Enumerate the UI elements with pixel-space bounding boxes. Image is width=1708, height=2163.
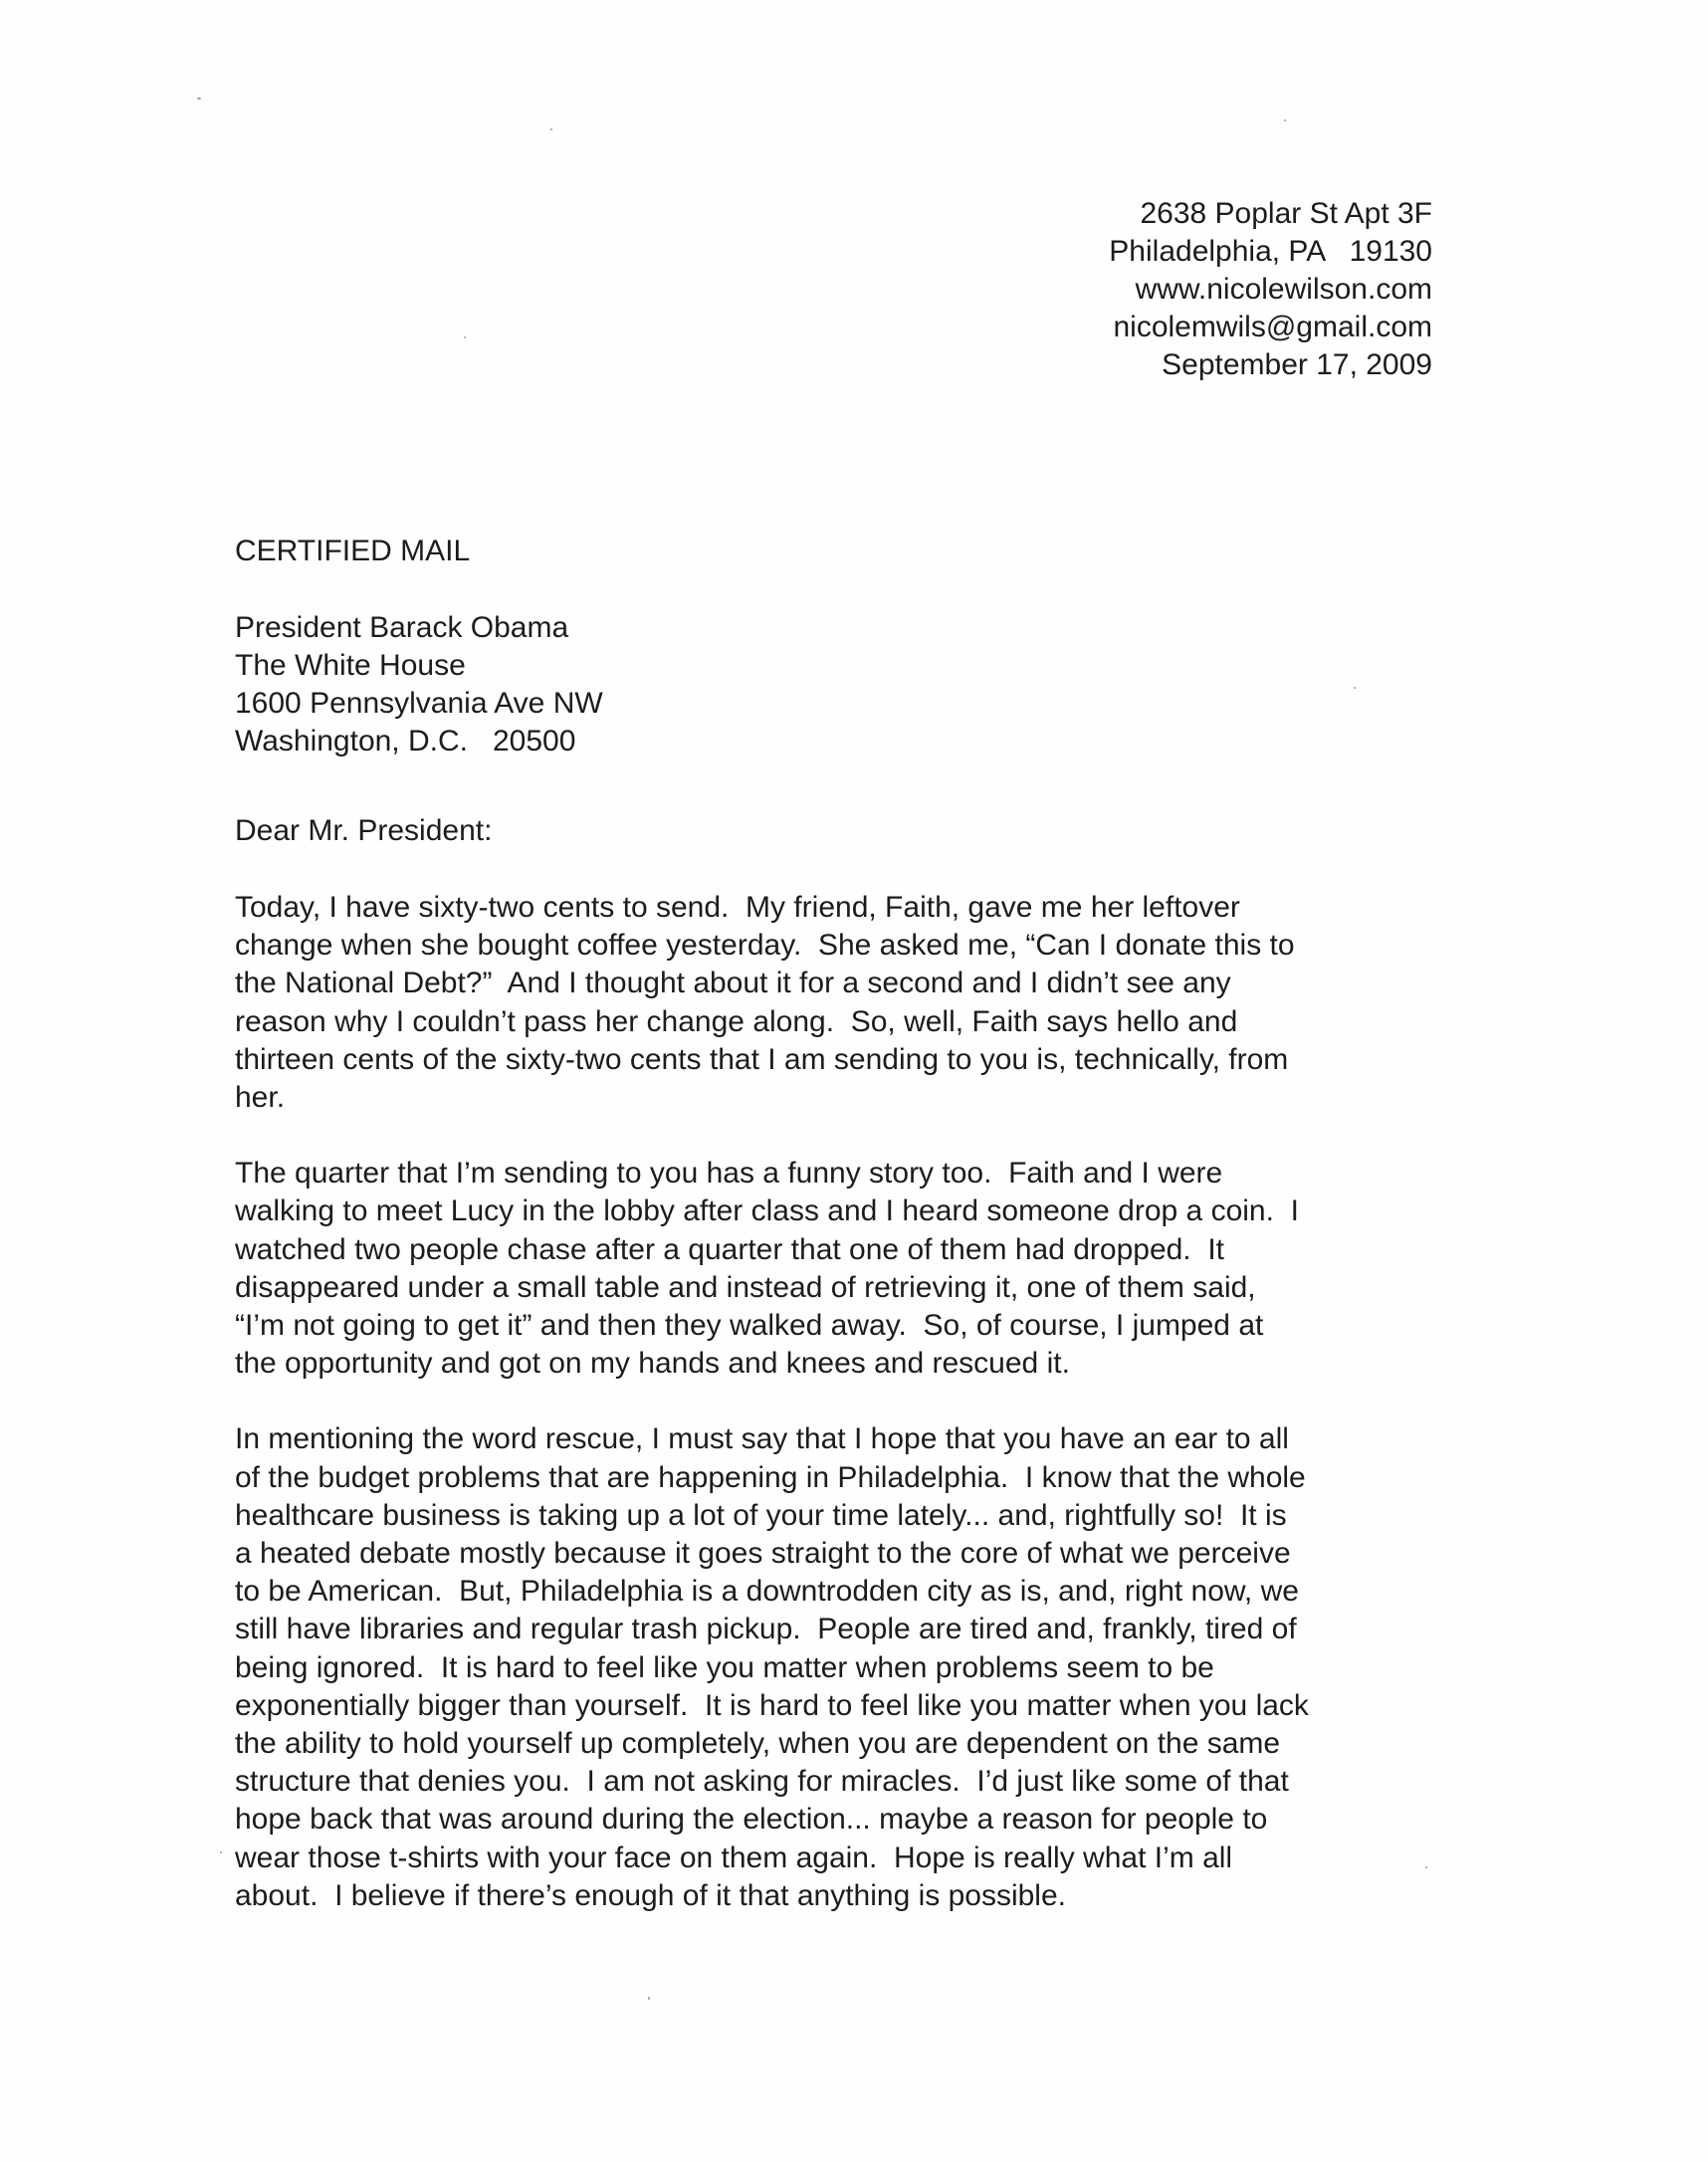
sender-address-block (1109, 195, 1432, 384)
recipient-name: President Barack Obama (235, 611, 569, 644)
body-line: Today, I have sixty-two cents to send. My friend, Faith, gave me her leftover (235, 891, 1240, 924)
body-line: healthcare business is taking up a lot of your time lately... and, rightfully so! It is (235, 1498, 1287, 1532)
body-line: the opportunity and got on my hands and knees and rescued it. (235, 1347, 1070, 1381)
body-line: the ability to hold yourself up completely, when you are dependent on the same (235, 1727, 1281, 1761)
body-line: still have libraries and regular trash pickup. People are tired and, frankly, tired of (235, 1613, 1297, 1646)
letter-date: September 17, 2009 (1162, 348, 1432, 381)
body-line: The quarter that I’m sending to you has a funny story too. Faith and I were (235, 1157, 1223, 1190)
sender-email: nicolemwils@gmail.com (1113, 311, 1432, 343)
body-line: to be American. But, Philadelphia is a downtrodden city as is, and, right now, we (235, 1575, 1299, 1609)
scan-speck (550, 128, 552, 130)
body-line: exponentially bigger than yourself. It is hard to feel like you matter when you lack (235, 1688, 1309, 1722)
scan-speck (220, 1851, 222, 1853)
scan-speck (197, 98, 201, 100)
body-line: walking to meet Lucy in the lobby after class and I heard someone drop a coin. I (235, 1194, 1299, 1228)
body-line: change when she bought coffee yesterday. She asked me, “Can I donate this to (235, 929, 1295, 963)
body-line: being ignored. It is hard to feel like you matter when problems seem to be (235, 1650, 1214, 1684)
body-line: watched two people chase after a quarter that one of them had dropped. It (235, 1232, 1224, 1266)
recipient-organization: The White House (235, 649, 466, 682)
recipient-city: Washington, D.C. 20500 (235, 725, 576, 757)
body-line: disappeared under a small table and instead of retrieving it, one of them said, (235, 1270, 1256, 1304)
recipient-address-block (235, 609, 603, 760)
sender-website: www.nicolewilson.com (1135, 273, 1432, 306)
body-line: In mentioning the word rescue, I must say that I hope that you have an ear to all (235, 1422, 1289, 1456)
paragraph-3 (235, 1420, 1479, 1915)
paragraph-1 (235, 889, 1479, 1117)
scan-speck (648, 1997, 650, 2000)
body-line: structure that denies you. I am not asking for miracles. I’d just like some of that (235, 1765, 1289, 1799)
recipient-street: 1600 Pennsylvania Ave NW (235, 687, 603, 720)
body-line: wear those t-shirts with your face on them again. Hope is really what I’m all (235, 1840, 1233, 1874)
scan-speck (1284, 119, 1286, 121)
body-line: hope back that was around during the election... maybe a reason for people to (235, 1803, 1268, 1837)
letter-body (235, 889, 1479, 1953)
sender-street: 2638 Poplar St Apt 3F (1140, 197, 1432, 230)
body-line: the National Debt?” And I thought about it for a second and I didn’t see any (235, 967, 1231, 1000)
body-line: a heated debate mostly because it goes straight to the core of what we perceive (235, 1537, 1291, 1571)
body-line: of the budget problems that are happening in Philadelphia. I know that the whole (235, 1460, 1306, 1494)
body-line: thirteen cents of the sixty-two cents that I am sending to you is, technically, from (235, 1042, 1289, 1076)
scan-speck (1354, 687, 1356, 689)
salutation: Dear Mr. President: (235, 814, 493, 847)
scan-speck (464, 336, 466, 338)
body-line: reason why I couldn’t pass her change along. So, well, Faith says hello and (235, 1004, 1238, 1038)
body-line: “I’m not going to get it” and then they walked away. So, of course, I jumped at (235, 1309, 1264, 1343)
mail-type: CERTIFIED MAIL (235, 535, 471, 567)
body-line: about. I believe if there’s enough of it that anything is possible. (235, 1878, 1066, 1912)
paragraph-2 (235, 1155, 1479, 1383)
sender-city: Philadelphia, PA 19130 (1109, 235, 1432, 268)
body-line: her. (235, 1081, 286, 1115)
